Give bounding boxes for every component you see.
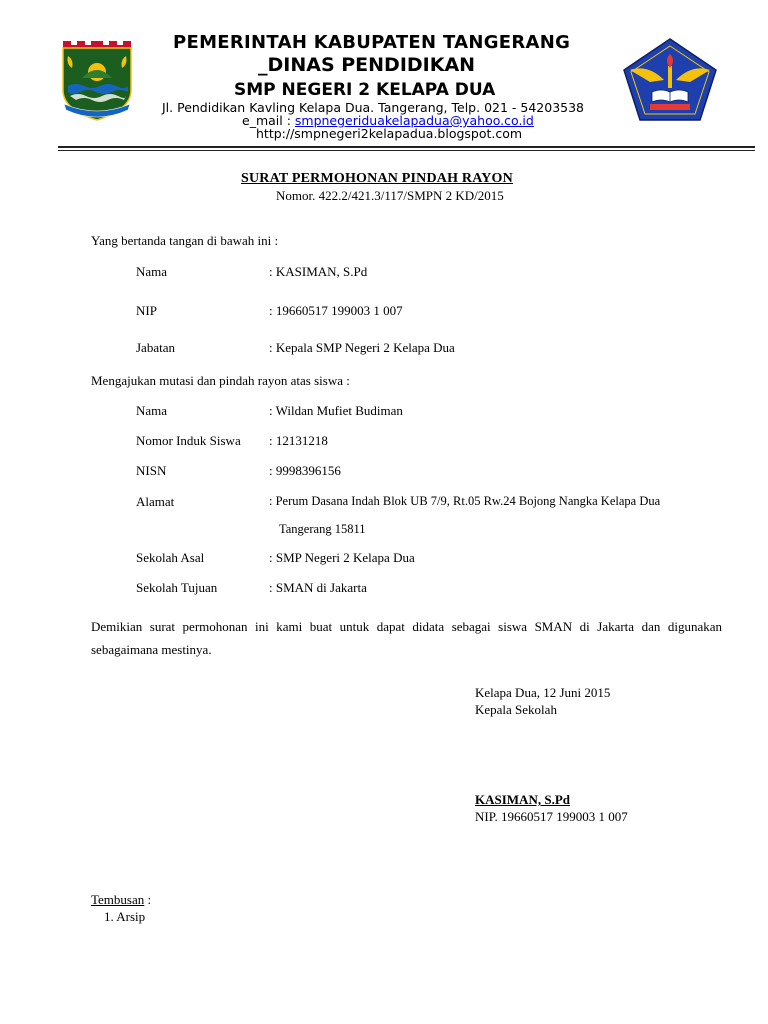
place-date: Kelapa Dua, 12 Juni 2015 bbox=[475, 685, 611, 700]
signature-name: KASIMAN, S.Pd bbox=[475, 792, 570, 807]
student-address-label: Alamat bbox=[136, 494, 175, 509]
signer-title: Kepala Sekolah bbox=[475, 702, 557, 717]
school-emblem-icon bbox=[620, 36, 720, 124]
student-name-value: : Wildan Mufiet Budiman bbox=[269, 403, 403, 418]
signer-nip-value: : 19660517 199003 1 007 bbox=[269, 303, 403, 318]
origin-school-label: Sekolah Asal bbox=[136, 550, 205, 565]
header-department: _DINAS PENDIDIKAN bbox=[258, 54, 476, 76]
student-nisn-value: : 9998396156 bbox=[269, 463, 341, 478]
signer-name-value: : KASIMAN, S.Pd bbox=[269, 264, 368, 279]
student-name-label: Nama bbox=[136, 403, 168, 418]
email-label: e_mail : bbox=[242, 113, 295, 128]
request-text: Mengajukan mutasi dan pindah rayon atas siswa : bbox=[91, 373, 350, 388]
cc-colon: : bbox=[144, 892, 152, 907]
signer-name-label: Nama bbox=[136, 264, 168, 279]
header-address: Jl. Pendidikan Kavling Kelapa Dua. Tangerang, Telp. 021 - 54203538 bbox=[162, 100, 585, 115]
cc-item: 1. Arsip bbox=[104, 909, 146, 924]
destination-school-label: Sekolah Tujuan bbox=[136, 580, 218, 595]
student-nis-value: : 12131218 bbox=[269, 433, 328, 448]
letter-title: SURAT PERMOHONAN PINDAH RAYON bbox=[241, 171, 513, 186]
header-government: PEMERINTAH KABUPATEN TANGERANG bbox=[173, 32, 571, 53]
closing-paragraph: Demikian surat permohonan ini kami buat untuk dapat didata sebagai siswa SMAN di Jakarta dan digunakan sebagaimana mestinya. bbox=[91, 619, 722, 657]
student-address-value: : Perum Dasana Indah Blok UB 7/9, Rt.05 Rw.24 Bojong Nangka Kelapa Dua bbox=[269, 494, 661, 508]
signer-position-label: Jabatan bbox=[136, 340, 175, 355]
kabupaten-tangerang-logo-icon bbox=[60, 38, 134, 122]
signature-nip: NIP. 19660517 199003 1 007 bbox=[475, 809, 628, 824]
email-link[interactable]: smpnegeriduakelapadua@yahoo.co.id bbox=[294, 113, 534, 128]
student-address-continued: Tangerang 15811 bbox=[279, 522, 366, 536]
cc-label: Tembusan bbox=[91, 892, 145, 907]
origin-school-value: : SMP Negeri 2 Kelapa Dua bbox=[269, 550, 415, 565]
student-nis-label: Nomor Induk Siswa bbox=[136, 433, 241, 448]
student-nisn-label: NISN bbox=[136, 463, 167, 478]
header-school-name: SMP NEGERI 2 KELAPA DUA bbox=[234, 80, 496, 100]
header-divider-thick bbox=[58, 146, 755, 148]
signer-nip-label: NIP bbox=[136, 303, 157, 318]
destination-school-value: : SMAN di Jakarta bbox=[269, 580, 367, 595]
letter-number: Nomor. 422.2/421.3/117/SMPN 2 KD/2015 bbox=[276, 188, 504, 203]
intro-text: Yang bertanda tangan di bawah ini : bbox=[91, 233, 279, 248]
cc-heading bbox=[91, 892, 151, 908]
header-website[interactable]: http://smpnegeri2kelapadua.blogspot.com bbox=[256, 126, 523, 141]
header-divider-thin bbox=[58, 150, 755, 151]
signer-position-value: : Kepala SMP Negeri 2 Kelapa Dua bbox=[269, 340, 455, 355]
